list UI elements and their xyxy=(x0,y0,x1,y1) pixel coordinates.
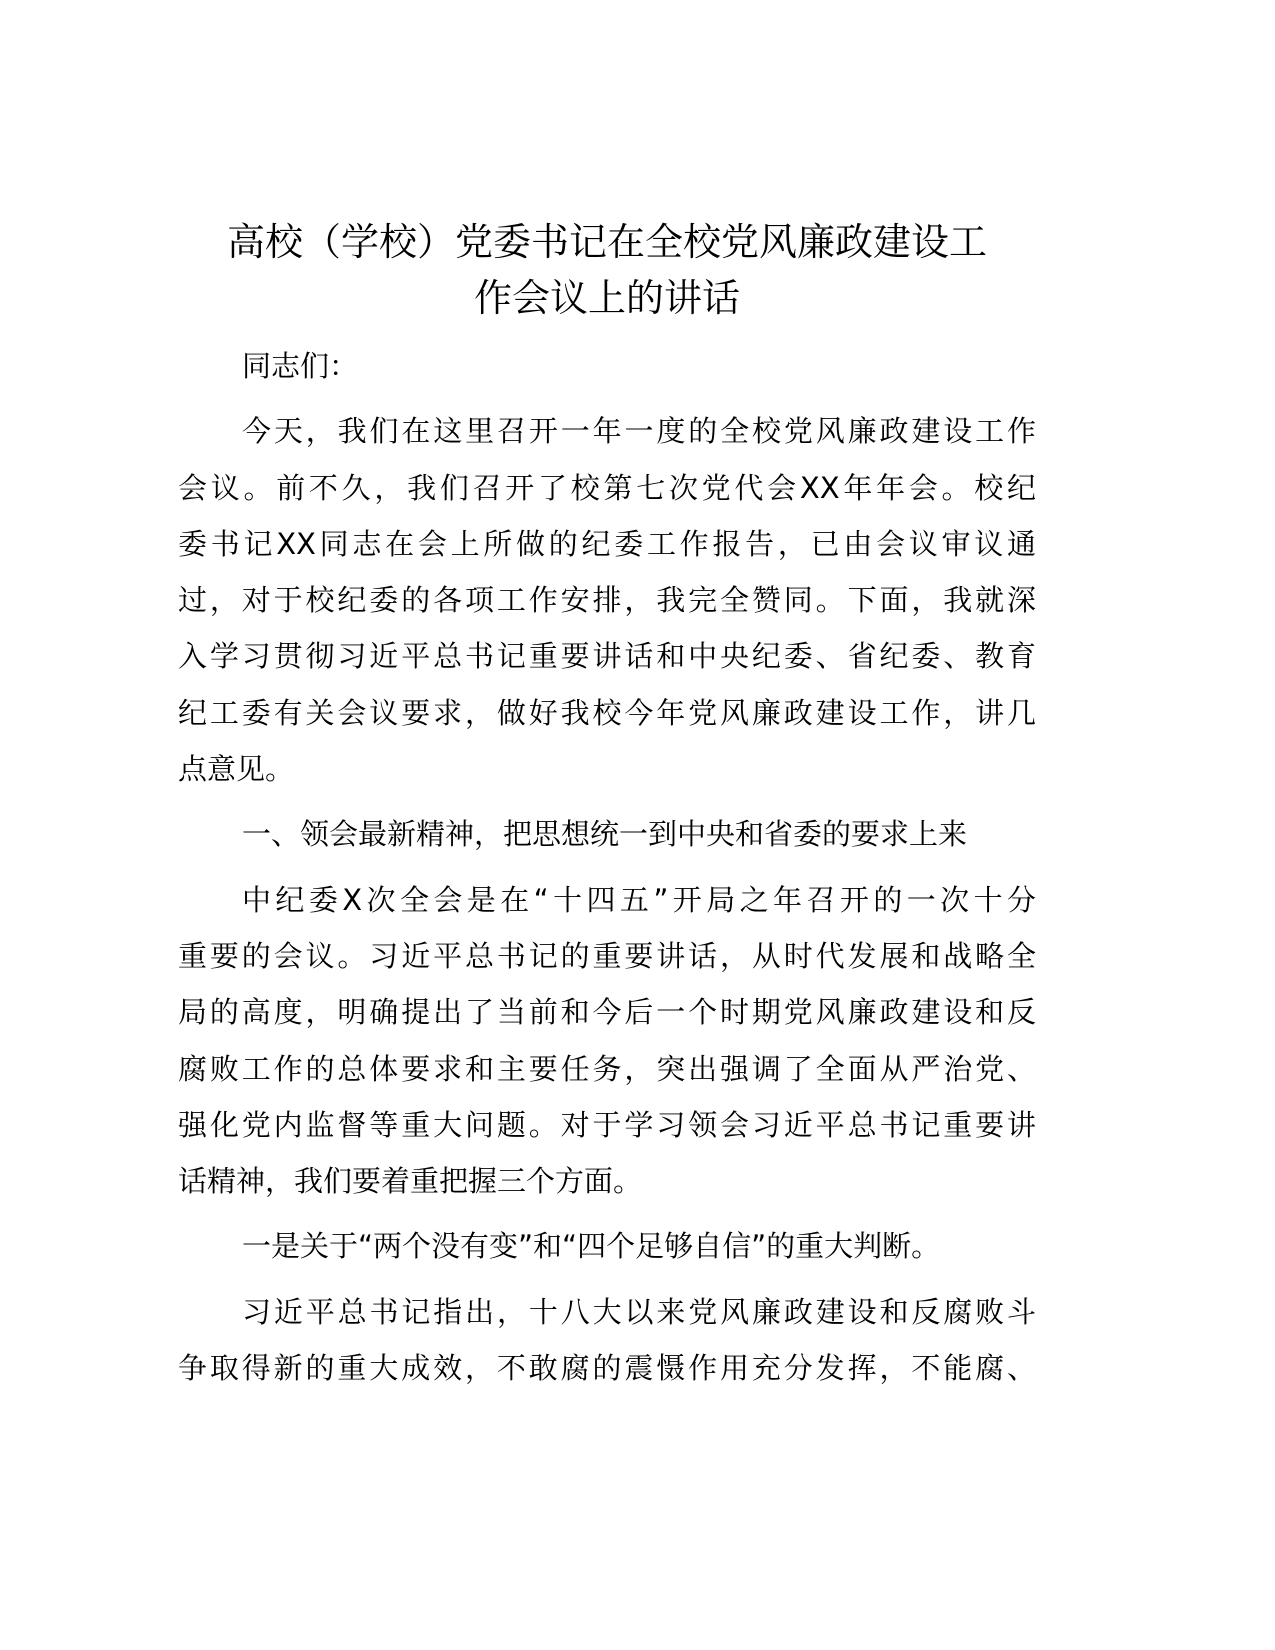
text-line: 点意见。 xyxy=(178,752,295,787)
text-line: 纪工委有关会议要求，做好我校今年党风廉政建设工作，讲几 xyxy=(178,695,1036,730)
text-line: 同志们： xyxy=(242,349,359,383)
title-line-1: 高校（学校）党委书记在全校党风廉政建设工 xyxy=(226,220,987,264)
text-line: 入学习贯彻习近平总书记重要讲话和中央纪委、省纪委、教育 xyxy=(178,639,1036,674)
heading-line: 一是关于“两个没有变”和“四个足够自信”的重大判断。 xyxy=(242,1229,941,1264)
subheading-1 xyxy=(178,1218,1036,1274)
intro-paragraph xyxy=(178,403,1036,797)
section-heading-1 xyxy=(178,806,1036,862)
heading-line: 一、领会最新精神，把思想统一到中央和省委的要求上来 xyxy=(242,817,968,852)
document-body xyxy=(178,338,1036,1396)
subsection-paragraph xyxy=(178,1284,1036,1397)
text-line: 今天，我们在这里召开一年一度的全校党风廉政建设工作 xyxy=(242,414,1036,449)
title-line-2: 作会议上的讲话 xyxy=(473,276,740,320)
text-line: 中纪委X次全会是在“十四五”开局之年召开的一次十分 xyxy=(242,882,1036,917)
text-line: 强化党内监督等重大问题。对于学习领会习近平总书记重要讲 xyxy=(178,1107,1036,1142)
text-line: 委书记XX同志在会上所做的纪委工作报告，已由会议审议通 xyxy=(178,526,1036,561)
text-line: 过，对于校纪委的各项工作安排，我完全赞同。下面，我就深 xyxy=(178,583,1036,618)
text-line: 话精神，我们要着重把握三个方面。 xyxy=(178,1164,643,1199)
text-line: 会议。前不久，我们召开了校第七次党代会XX年年会。校纪 xyxy=(178,470,1036,505)
salutation-paragraph xyxy=(178,338,1036,394)
text-line: 习近平总书记指出，十八大以来党风廉政建设和反腐败斗 xyxy=(242,1294,1036,1329)
text-line: 重要的会议。习近平总书记的重要讲话，从时代发展和战略全 xyxy=(178,938,1036,973)
text-line: 争取得新的重大成效，不敢腐的震慑作用充分发挥，不能腐、 xyxy=(178,1351,1036,1386)
text-line: 局的高度，明确提出了当前和今后一个时期党风廉政建设和反 xyxy=(178,995,1036,1030)
section-1-paragraph xyxy=(178,872,1036,1210)
text-line: 腐败工作的总体要求和主要任务，突出强调了全面从严治党、 xyxy=(178,1051,1036,1086)
document-title xyxy=(178,214,1036,326)
